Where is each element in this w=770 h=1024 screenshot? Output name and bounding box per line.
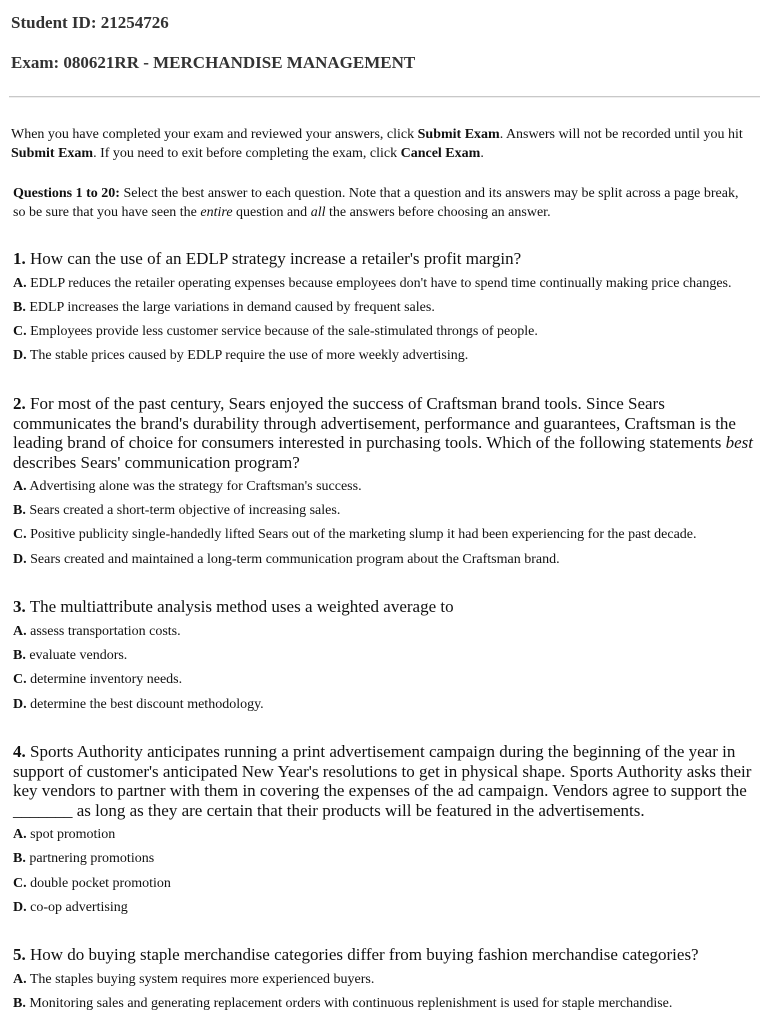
question-text: describes Sears' communication program? <box>13 452 300 472</box>
option-letter: A. <box>13 827 27 842</box>
option-letter: C. <box>13 876 27 891</box>
intro-text: . If you need to exit before completing the exam, click <box>93 146 401 161</box>
question-5 <box>13 945 755 965</box>
option-text: evaluate vendors. <box>25 648 128 663</box>
question-4 <box>13 742 755 820</box>
question-3-option-c[interactable] <box>13 671 758 688</box>
question-1-option-c[interactable] <box>13 323 758 340</box>
option-text: The staples buying system requires more experienced buyers. <box>26 972 375 987</box>
question-1 <box>13 249 755 269</box>
question-3-option-b[interactable] <box>13 647 758 664</box>
instructions-text: question and <box>232 205 311 220</box>
option-text: Monitoring sales and generating replacement orders with continuous replenishment is used for staple merchandise. <box>25 996 673 1011</box>
question-number: 1. <box>13 249 26 268</box>
option-letter: D. <box>13 348 27 363</box>
question-3-option-d[interactable] <box>13 696 758 713</box>
intro-text: . Answers will not be recorded until you hit <box>499 127 743 142</box>
option-text: co-op advertising <box>26 900 128 915</box>
instructions-text: the answers before choosing an answer. <box>325 205 551 220</box>
question-2 <box>13 394 755 472</box>
cancel-exam-reference: Cancel Exam <box>400 146 481 161</box>
option-text: spot promotion <box>26 827 116 842</box>
exam-title: Exam: 080621RR - MERCHANDISE MANAGEMENT <box>11 53 416 72</box>
option-text: determine the best discount methodology. <box>26 697 264 712</box>
option-text: determine inventory needs. <box>26 672 183 687</box>
question-3-option-a[interactable] <box>13 623 758 640</box>
student-id: Student ID: 21254726 <box>11 13 169 32</box>
option-letter: B. <box>13 996 26 1011</box>
instructions-paragraph <box>13 184 753 222</box>
question-1-option-d[interactable] <box>13 347 758 364</box>
option-letter: D. <box>13 697 27 712</box>
option-letter: D. <box>13 552 27 567</box>
option-text: double pocket promotion <box>26 876 171 891</box>
instructions-emphasis: all <box>310 205 326 220</box>
question-number: 3. <box>13 597 26 616</box>
question-4-option-c[interactable] <box>13 875 758 892</box>
intro-text: When you have completed your exam and reviewed your answers, click <box>11 127 418 142</box>
option-text: Positive publicity single-handedly lifted Sears out of the marketing slump it had been experiencing for the past decade. <box>26 527 697 542</box>
option-text: Sears created and maintained a long-term communication program about the Craftsman brand. <box>26 552 560 567</box>
option-letter: C. <box>13 527 27 542</box>
question-2-option-a[interactable] <box>13 478 758 495</box>
question-text: The multiattribute analysis method uses a weighted average to <box>25 597 454 616</box>
intro-paragraph <box>11 125 759 163</box>
question-2-option-c[interactable] <box>13 526 758 543</box>
submit-exam-reference: Submit Exam <box>417 127 500 142</box>
header-divider <box>9 96 760 98</box>
option-text: assess transportation costs. <box>26 624 181 639</box>
option-letter: B. <box>13 300 26 315</box>
question-text: How do buying staple merchandise categories differ from buying fashion merchandise categories? <box>25 945 699 964</box>
option-letter: D. <box>13 900 27 915</box>
question-number: 4. <box>13 742 26 761</box>
question-2-option-b[interactable] <box>13 502 758 519</box>
question-5-option-a[interactable] <box>13 971 758 988</box>
question-1-option-b[interactable] <box>13 299 758 316</box>
option-text: EDLP reduces the retailer operating expenses because employees don't have to spend time continually making price changes. <box>26 276 732 291</box>
question-2-option-d[interactable] <box>13 551 758 568</box>
option-text: partnering promotions <box>25 851 155 866</box>
submit-exam-reference: Submit Exam <box>11 146 94 161</box>
question-4-option-b[interactable] <box>13 850 758 867</box>
question-3 <box>13 597 755 617</box>
option-letter: B. <box>13 851 26 866</box>
option-letter: B. <box>13 503 26 518</box>
option-letter: C. <box>13 672 27 687</box>
option-text: EDLP increases the large variations in demand caused by frequent sales. <box>25 300 435 315</box>
question-text: How can the use of an EDLP strategy increase a retailer's profit margin? <box>25 249 522 268</box>
question-4-option-a[interactable] <box>13 826 758 843</box>
instructions-text: Select the best answer to each question. Note that a question and its answers may be split across a page break, so be sure that you have seen the <box>13 186 739 220</box>
option-letter: A. <box>13 276 27 291</box>
question-emphasis: best <box>725 433 753 452</box>
question-5-option-b[interactable] <box>13 995 758 1012</box>
option-text: Sears created a short-term objective of increasing sales. <box>25 503 341 518</box>
option-letter: B. <box>13 648 26 663</box>
option-text: The stable prices caused by EDLP require the use of more weekly advertising. <box>26 348 469 363</box>
question-number: 5. <box>13 945 26 964</box>
option-letter: A. <box>13 479 27 494</box>
option-letter: A. <box>13 624 27 639</box>
instructions-emphasis: entire <box>200 205 233 220</box>
question-1-option-a[interactable] <box>13 275 758 292</box>
option-letter: A. <box>13 972 27 987</box>
questions-range-label: Questions 1 to 20: <box>13 186 120 201</box>
intro-text: . <box>480 146 484 161</box>
question-text: For most of the past century, Sears enjoyed the success of Craftsman brand tools. Since Sears communicates the brand's durability through advertisement, performance and guarantees, Craftsman is the leading brand of choice for consumers interested in purchasing tools. Which of the following statements <box>13 394 736 452</box>
question-4-option-d[interactable] <box>13 899 758 916</box>
option-text: Employees provide less customer service because of the sale-stimulated throngs of people. <box>26 324 538 339</box>
option-letter: C. <box>13 324 27 339</box>
question-number: 2. <box>13 394 26 413</box>
question-text: Sports Authority anticipates running a print advertisement campaign during the beginning of the year in support of customer's anticipated New Year's resolutions to get in physical shape. Sports Authority asks their key vendors to partner with them in covering the expenses of the ad campaign. Vendors agree to support the _______ as long as they are certain that their products will be featured in the advertisements. <box>13 742 752 820</box>
option-text: Advertising alone was the strategy for Craftsman's success. <box>26 479 362 494</box>
